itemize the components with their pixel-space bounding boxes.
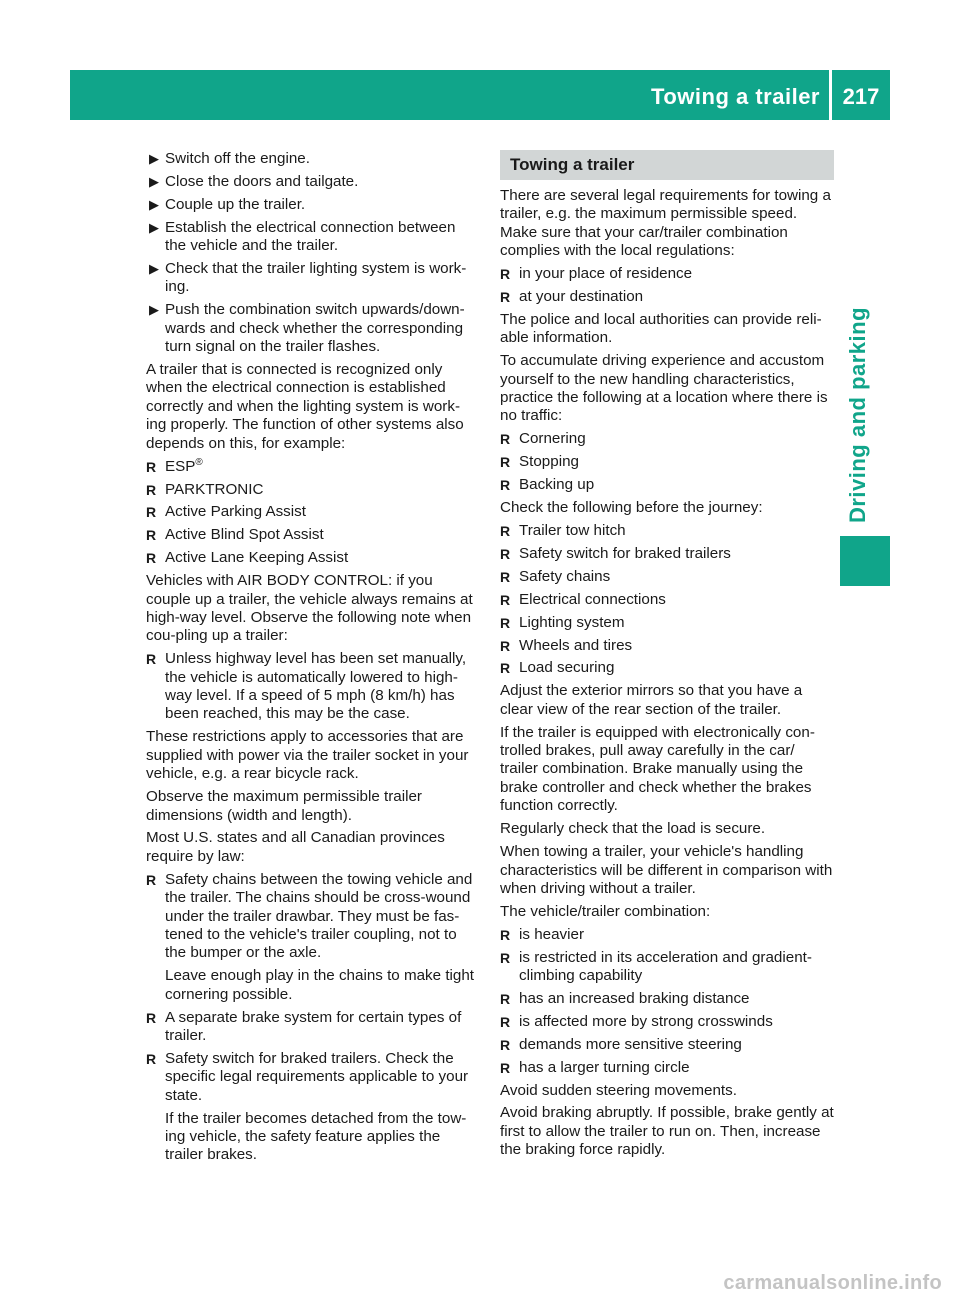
list-item: R Load securing xyxy=(500,659,615,677)
step-arrow-icon: ▶ xyxy=(149,151,159,166)
bullet-icon: R xyxy=(146,1050,157,1067)
list-item: R PARKTRONIC xyxy=(146,480,264,498)
paragraph: The vehicle/trailer combination: xyxy=(500,902,711,920)
list-item: R Backing up xyxy=(500,476,595,494)
bullet-icon: R xyxy=(146,458,157,475)
bullet-icon: R xyxy=(500,926,511,943)
list-item-note: Leave enough play in the chains to make tight cornering possible. xyxy=(165,967,475,1003)
bullet-icon: R xyxy=(500,431,511,448)
step-item: ▶ Push the combination switch upwards/down-wards and check whether the corresponding turn signal on the trailer flashes. xyxy=(149,301,465,356)
list-item: R Safety switch for braked trailers xyxy=(500,544,731,562)
step-arrow-icon: ▶ xyxy=(149,302,159,318)
list-item: R Lighting system xyxy=(500,613,625,631)
list-item: R Unless highway level has been set manually, the vehicle is automatically lowered to high-way level. If a speed of 5 mph (8 km/h) has been reached, this may be the case. xyxy=(146,650,467,723)
bullet-icon: R xyxy=(146,504,157,521)
bullet-icon: R xyxy=(500,477,511,494)
paragraph: Observe the maximum permissible trailer dimensions (width and length). xyxy=(146,788,422,824)
paragraph: To accumulate driving experience and accustom yourself to the new handling characteristics, practice the following at a location where there is no traffic: xyxy=(500,352,828,425)
bullet-icon: R xyxy=(500,614,511,631)
list-item: R is heavier xyxy=(500,925,584,943)
page-title: Towing a trailer xyxy=(651,84,820,109)
paragraph: Avoid braking abruptly. If possible, brake gently at first to allow the trailer to run on. Then, increase the braking force rapidly. xyxy=(500,1104,834,1159)
bullet-icon: R xyxy=(500,1013,511,1030)
bullet-icon: R xyxy=(146,527,157,544)
bullet-icon: R xyxy=(500,266,511,283)
list-item: R Safety chains xyxy=(500,567,611,585)
page-number: 217 xyxy=(842,84,880,109)
paragraph: These restrictions apply to accessories that are supplied with power via the trailer socket in your vehicle, e.g. a rear bicycle rack. xyxy=(146,728,469,783)
list-item: R Safety switch for braked trailers. Check the specific legal requirements applicable to your state. xyxy=(146,1049,469,1104)
bullet-icon: R xyxy=(500,545,511,562)
bullet-icon: R xyxy=(500,660,511,677)
right-column xyxy=(500,150,834,1164)
chapter-side-label: Driving and parking xyxy=(845,306,870,524)
bullet-icon: R xyxy=(500,454,511,471)
list-item: R Safety chains between the towing vehicle and the trailer. The chains should be cross-wound under the trailer drawbar. They must be fas-tened to the vehicle's trailer coupling, not to the bumper or the axle. xyxy=(146,870,473,962)
bullet-icon: R xyxy=(500,637,511,654)
bullet-icon: R xyxy=(500,949,511,966)
paragraph: Regularly check that the load is secure. xyxy=(500,820,766,838)
chapter-tab xyxy=(840,536,890,586)
list-item: R Stopping xyxy=(500,453,579,471)
bullet-icon: R xyxy=(500,289,511,306)
step-item: ▶ Switch off the engine. xyxy=(149,150,310,167)
bullet-icon: R xyxy=(500,568,511,585)
list-item: R is affected more by strong crosswinds xyxy=(500,1012,773,1030)
list-item: R is restricted in its acceleration and gradient-climbing capability xyxy=(500,948,812,985)
step-item: ▶ Couple up the trailer. xyxy=(149,195,306,213)
paragraph: Most U.S. states and all Canadian provinces require by law: xyxy=(146,829,445,865)
step-item: ▶ Check that the trailer lighting system is work-ing. xyxy=(149,260,467,296)
step-item: ▶ Close the doors and tailgate. xyxy=(149,172,359,190)
bullet-icon: R xyxy=(146,651,157,668)
bullet-icon: R xyxy=(146,1009,157,1026)
registered-mark: ® xyxy=(195,456,203,468)
bullet-icon: R xyxy=(146,550,157,567)
paragraph: Check the following before the journey: xyxy=(500,499,763,517)
step-arrow-icon: ▶ xyxy=(149,196,159,212)
paragraph: A trailer that is connected is recognized only when the electrical connection is established correctly and when the lighting system is work-ing properly. The function of other systems also depends on this, for example: xyxy=(146,361,464,452)
header-divider xyxy=(829,70,832,120)
bullet-icon: R xyxy=(500,523,511,539)
bullet-icon: R xyxy=(500,591,511,608)
list-item: R in your place of residence xyxy=(500,265,693,283)
list-item-note: If the trailer becomes detached from the tow-ing vehicle, the safety feature applies the trailer brakes. xyxy=(165,1109,467,1164)
bullet-icon: R xyxy=(500,1059,511,1076)
section-heading: Towing a trailer xyxy=(500,150,834,180)
step-arrow-icon: ▶ xyxy=(149,261,159,277)
step-item: ▶ Establish the electrical connection between the vehicle and the trailer. xyxy=(149,218,456,255)
paragraph: The police and local authorities can provide reli-able information. xyxy=(500,310,822,347)
bullet-icon: R xyxy=(500,1036,511,1053)
list-item: R Active Lane Keeping Assist xyxy=(146,549,349,567)
list-item: R Trailer tow hitch xyxy=(500,522,626,539)
paragraph: Avoid sudden steering movements. xyxy=(500,1081,737,1099)
bullet-icon: R xyxy=(500,990,511,1007)
step-arrow-icon: ▶ xyxy=(149,173,159,189)
watermark[interactable]: carmanualsonline.info xyxy=(723,1272,942,1294)
list-item: R ESP® xyxy=(146,456,203,475)
paragraph: Vehicles with AIR BODY CONTROL: if you couple up a trailer, the vehicle always remains at high-way level. Observe the following note when cou-pling up a trailer: xyxy=(146,572,473,645)
list-item: R at your destination xyxy=(500,288,644,306)
paragraph: If the trailer is equipped with electronically con-trolled brakes, pull away carefully in the car/ trailer combination. Brake manually using the brake controller and check whether the brakes function correctly. xyxy=(500,723,815,815)
list-item: R Active Blind Spot Assist xyxy=(146,526,324,544)
paragraph: When towing a trailer, your vehicle's handling characteristics will be different in comparison with when driving without a trailer. xyxy=(500,843,833,897)
list-item: R Electrical connections xyxy=(500,590,666,608)
left-column xyxy=(146,150,480,1169)
step-arrow-icon: ▶ xyxy=(149,219,159,235)
bullet-icon: R xyxy=(146,481,157,498)
list-item: R Wheels and tires xyxy=(500,636,633,654)
list-item: R A separate brake system for certain types of trailer. xyxy=(146,1008,462,1044)
paragraph: Adjust the exterior mirrors so that you have a clear view of the rear section of the trailer. xyxy=(500,682,803,718)
list-item: R Cornering xyxy=(500,430,586,448)
bullet-icon: R xyxy=(146,871,157,888)
paragraph: There are several legal requirements for towing a trailer, e.g. the maximum permissible speed. Make sure that your car/trailer combination complies with the local regulations: xyxy=(500,187,831,260)
list-item: R Active Parking Assist xyxy=(146,503,306,521)
list-item: R demands more sensitive steering xyxy=(500,1035,742,1053)
list-item: R has an increased braking distance xyxy=(500,989,750,1007)
list-item: R has a larger turning circle xyxy=(500,1058,690,1076)
